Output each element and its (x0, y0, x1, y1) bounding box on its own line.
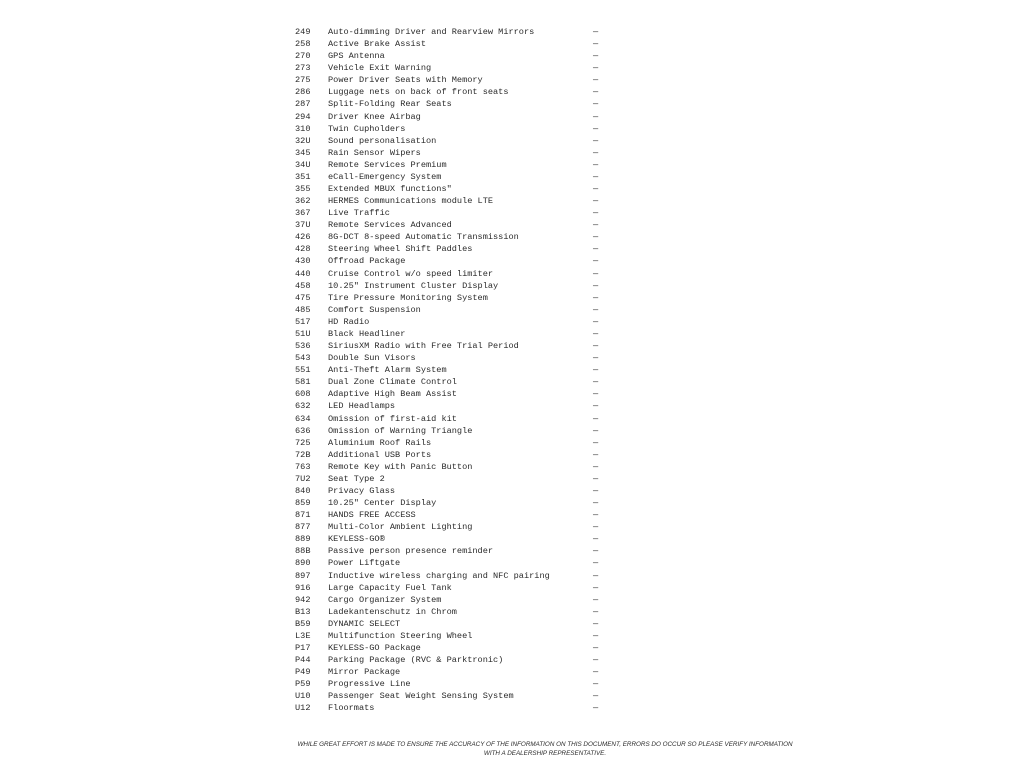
option-row (295, 364, 615, 376)
option-price: — (593, 510, 599, 521)
option-description: Floormats (328, 703, 375, 714)
option-description: Omission of first-aid kit (328, 413, 457, 424)
option-description: eCall-Emergency System (328, 171, 442, 182)
option-description: HERMES Communications module LTE (328, 196, 494, 207)
option-description: Multi-Color Ambient Lighting (328, 522, 473, 533)
option-description: Vehicle Exit Warning (328, 63, 432, 74)
option-description: DYNAMIC SELECT (328, 618, 401, 629)
option-description: Dual Zone Climate Control (328, 377, 457, 388)
option-price: — (593, 546, 599, 557)
option-description: Cruise Control w/o speed limiter (328, 268, 494, 279)
option-description: Auto-dimming Driver and Rearview Mirrors (328, 27, 535, 37)
option-code: 34U (295, 159, 311, 170)
option-row (295, 292, 615, 304)
option-description: 10.25" Center Display (328, 498, 437, 509)
option-price: — (593, 256, 599, 267)
option-row (295, 618, 615, 630)
option-price: — (593, 365, 599, 376)
option-code: 355 (295, 184, 311, 195)
option-price: — (593, 220, 599, 231)
option-price: — (593, 679, 599, 690)
option-description: Progressive Line (328, 679, 411, 690)
option-description: LED Headlamps (328, 401, 396, 412)
option-description: SiriusXM Radio with Free Trial Period (328, 341, 519, 352)
option-description: HANDS FREE ACCESS (328, 510, 416, 521)
option-row (295, 388, 615, 400)
option-row (295, 207, 615, 219)
option-code: 37U (295, 220, 311, 231)
option-price: — (593, 244, 599, 255)
option-description: Luggage nets on back of front seats (328, 87, 509, 98)
option-description: Comfort Suspension (328, 304, 421, 315)
option-code: L3E (295, 630, 311, 641)
option-code: 258 (295, 39, 311, 50)
option-description: Tire Pressure Monitoring System (328, 292, 488, 303)
option-row (295, 642, 615, 654)
option-price: — (593, 196, 599, 207)
option-row (295, 328, 615, 340)
option-row (295, 195, 615, 207)
option-row (295, 533, 615, 545)
option-price: — (593, 558, 599, 569)
option-code: 725 (295, 437, 311, 448)
option-price: — (593, 642, 599, 653)
option-price: — (593, 147, 599, 158)
option-row (295, 449, 615, 461)
option-code: B13 (295, 606, 311, 617)
option-price: — (593, 39, 599, 50)
option-row (295, 135, 615, 147)
option-description: Double Sun Visors (328, 353, 416, 364)
option-description: KEYLESS-GO Package (328, 642, 421, 653)
option-row (295, 521, 615, 533)
option-row (295, 485, 615, 497)
option-description: KEYLESS-GO® (328, 534, 385, 545)
option-code: 634 (295, 413, 311, 424)
option-code: 636 (295, 425, 311, 436)
option-code: P59 (295, 679, 311, 690)
option-row (295, 183, 615, 195)
option-price: — (593, 667, 599, 678)
option-description: Steering Wheel Shift Paddles (328, 244, 473, 255)
option-description: Remote Services Premium (328, 159, 447, 170)
option-description: Parking Package (RVC & Parktronic) (328, 655, 504, 666)
option-code: 7U2 (295, 473, 311, 484)
option-row (295, 62, 615, 74)
option-code: 367 (295, 208, 311, 219)
option-description: Sound personalisation (328, 135, 437, 146)
option-code: 428 (295, 244, 311, 255)
option-code: 294 (295, 111, 311, 122)
option-price: — (593, 87, 599, 98)
option-row (295, 111, 615, 123)
option-description: Twin Cupholders (328, 123, 406, 134)
option-code: 287 (295, 99, 311, 110)
option-row (295, 50, 615, 62)
option-code: 536 (295, 341, 311, 352)
option-description: Large Capacity Fuel Tank (328, 582, 452, 593)
option-row (295, 98, 615, 110)
option-price: — (593, 461, 599, 472)
option-row (295, 425, 615, 437)
option-price: — (593, 99, 599, 110)
option-code: 763 (295, 461, 311, 472)
option-price: — (593, 304, 599, 315)
option-description: Mirror Package (328, 667, 401, 678)
footer-disclaimer: WHILE GREAT EFFORT IS MADE TO ENSURE THE ACCURACY OF THE INFORMATION ON THIS DOCUMENT, ERRORS DO OCCUR SO PLEASE VERIFY INFORMATION WITH A DEALERSHIP REPRESENTATIVE. (297, 741, 793, 757)
option-description: Additional USB Ports (328, 449, 432, 460)
option-price: — (593, 437, 599, 448)
option-row (295, 159, 615, 171)
option-row (295, 654, 615, 666)
option-code: 362 (295, 196, 311, 207)
option-code: 345 (295, 147, 311, 158)
option-row (295, 582, 615, 594)
option-code: 426 (295, 232, 311, 243)
option-row (295, 304, 615, 316)
option-code: 517 (295, 316, 311, 327)
option-row (295, 171, 615, 183)
option-description: Anti-Theft Alarm System (328, 365, 447, 376)
option-price: — (593, 594, 599, 605)
option-price: — (593, 208, 599, 219)
option-row (295, 606, 615, 618)
option-row (295, 340, 615, 352)
option-code: 270 (295, 51, 311, 62)
option-code: 871 (295, 510, 311, 521)
option-row (295, 557, 615, 569)
option-row (295, 473, 615, 485)
option-price: — (593, 655, 599, 666)
option-price: — (593, 389, 599, 400)
option-description: Ladekantenschutz in Chrom (328, 606, 457, 617)
option-description: Remote Services Advanced (328, 220, 452, 231)
option-code: 543 (295, 353, 311, 364)
option-price: — (593, 618, 599, 629)
option-row (295, 255, 615, 267)
option-code: P17 (295, 642, 311, 653)
option-price: — (593, 534, 599, 545)
option-description: GPS Antenna (328, 51, 385, 62)
option-row (295, 316, 615, 328)
option-price: — (593, 341, 599, 352)
option-description: Split-Folding Rear Seats (328, 99, 452, 110)
option-price: — (593, 485, 599, 496)
option-price: — (593, 703, 599, 714)
option-code: 897 (295, 570, 311, 581)
option-code: 310 (295, 123, 311, 134)
option-price: — (593, 51, 599, 62)
option-description: Adaptive High Beam Assist (328, 389, 457, 400)
option-price: — (593, 135, 599, 146)
option-row (295, 231, 615, 243)
option-price: — (593, 353, 599, 364)
option-row (295, 509, 615, 521)
option-code: U12 (295, 703, 311, 714)
option-code: 890 (295, 558, 311, 569)
option-row (295, 630, 615, 642)
option-row (295, 268, 615, 280)
option-price: — (593, 232, 599, 243)
option-code: P49 (295, 667, 311, 678)
option-description: Power Driver Seats with Memory (328, 75, 483, 86)
option-code: 551 (295, 365, 311, 376)
option-code: 458 (295, 280, 311, 291)
option-row (295, 497, 615, 509)
option-price: — (593, 425, 599, 436)
option-description: HD Radio (328, 316, 370, 327)
option-row (295, 123, 615, 135)
option-description: Inductive wireless charging and NFC pairing (328, 570, 550, 581)
option-description: 8G-DCT 8-speed Automatic Transmission (328, 232, 519, 243)
option-price: — (593, 280, 599, 291)
option-price: — (593, 377, 599, 388)
option-description: Rain Sensor Wipers (328, 147, 421, 158)
option-row (295, 437, 615, 449)
option-description: Black Headliner (328, 328, 406, 339)
option-price: — (593, 498, 599, 509)
option-row (295, 702, 615, 714)
option-code: 859 (295, 498, 311, 509)
option-row (295, 666, 615, 678)
option-price: — (593, 473, 599, 484)
option-row (295, 219, 615, 231)
option-row (295, 413, 615, 425)
option-price: — (593, 522, 599, 533)
option-code: 275 (295, 75, 311, 86)
option-code: 581 (295, 377, 311, 388)
option-price: — (593, 606, 599, 617)
option-description: Omission of Warning Triangle (328, 425, 473, 436)
option-price: — (593, 449, 599, 460)
option-description: Remote Key with Panic Button (328, 461, 473, 472)
option-code: 889 (295, 534, 311, 545)
option-price: — (593, 630, 599, 641)
option-row (295, 26, 615, 38)
option-description: Live Traffic (328, 208, 390, 219)
option-price: — (593, 401, 599, 412)
option-price: — (593, 582, 599, 593)
option-code: 475 (295, 292, 311, 303)
option-price: — (593, 268, 599, 279)
option-description: Multifunction Steering Wheel (328, 630, 473, 641)
option-row (295, 147, 615, 159)
option-code: 440 (295, 268, 311, 279)
option-price: — (593, 123, 599, 134)
option-row (295, 570, 615, 582)
option-price: — (593, 292, 599, 303)
option-row (295, 678, 615, 690)
option-price: — (593, 570, 599, 581)
option-price: — (593, 27, 599, 37)
option-code: 273 (295, 63, 311, 74)
option-row (295, 86, 615, 98)
option-code: 88B (295, 546, 311, 557)
option-code: 485 (295, 304, 311, 315)
option-code: 942 (295, 594, 311, 605)
option-code: 608 (295, 389, 311, 400)
option-row (295, 243, 615, 255)
option-description: Privacy Glass (328, 485, 396, 496)
option-code: 72B (295, 449, 311, 460)
option-code: 32U (295, 135, 311, 146)
option-price: — (593, 316, 599, 327)
option-description: Active Brake Assist (328, 39, 426, 50)
standard-options-list (295, 26, 615, 714)
option-row (295, 38, 615, 50)
option-code: 430 (295, 256, 311, 267)
option-description: Power Liftgate (328, 558, 401, 569)
option-price: — (593, 328, 599, 339)
option-row (295, 690, 615, 702)
option-row (295, 545, 615, 557)
option-row (295, 376, 615, 388)
option-code: 249 (295, 27, 311, 37)
option-code: 877 (295, 522, 311, 533)
option-price: — (593, 63, 599, 74)
option-code: P44 (295, 655, 311, 666)
option-row (295, 594, 615, 606)
option-description: 10.25" Instrument Cluster Display (328, 280, 499, 291)
option-price: — (593, 159, 599, 170)
option-row (295, 74, 615, 86)
option-code: 916 (295, 582, 311, 593)
option-price: — (593, 184, 599, 195)
option-price: — (593, 413, 599, 424)
option-description: Passive person presence reminder (328, 546, 494, 557)
option-description: Extended MBUX functions" (328, 184, 452, 195)
option-code: 632 (295, 401, 311, 412)
option-code: 51U (295, 328, 311, 339)
option-price: — (593, 691, 599, 702)
option-row (295, 280, 615, 292)
option-description: Driver Knee Airbag (328, 111, 421, 122)
option-description: Cargo Organizer System (328, 594, 442, 605)
option-price: — (593, 75, 599, 86)
option-price: — (593, 171, 599, 182)
option-description: Offroad Package (328, 256, 406, 267)
option-code: B59 (295, 618, 311, 629)
option-row (295, 352, 615, 364)
option-code: 840 (295, 485, 311, 496)
option-code: 351 (295, 171, 311, 182)
option-description: Aluminium Roof Rails (328, 437, 432, 448)
option-price: — (593, 111, 599, 122)
option-code: U10 (295, 691, 311, 702)
option-code: 286 (295, 87, 311, 98)
option-description: Passenger Seat Weight Sensing System (328, 691, 514, 702)
option-description: Seat Type 2 (328, 473, 385, 484)
option-row (295, 400, 615, 412)
option-row (295, 461, 615, 473)
